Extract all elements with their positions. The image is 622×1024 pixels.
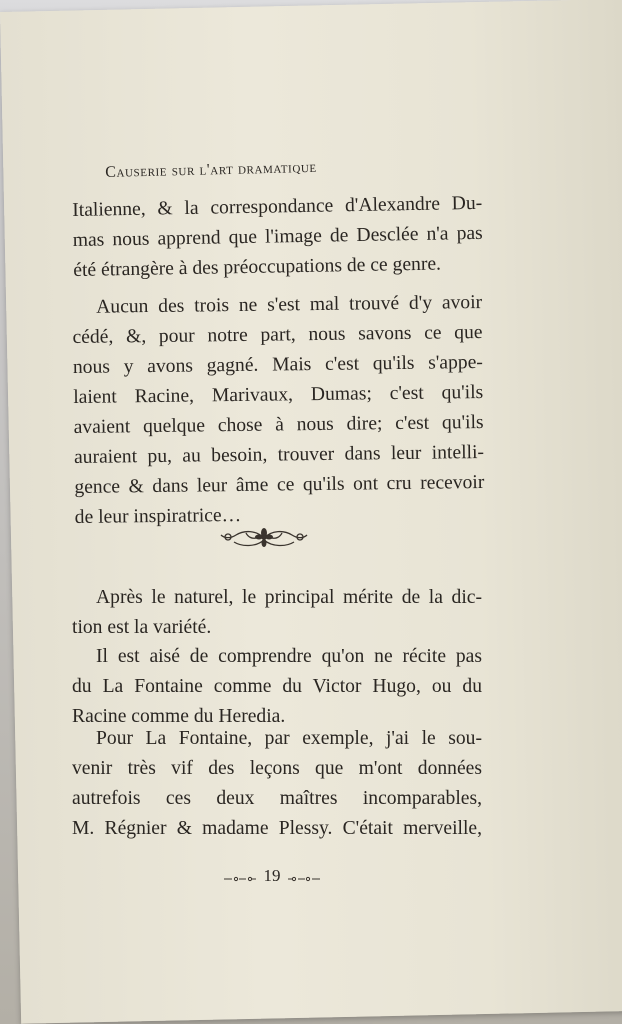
text-line: nous y avons gagné. Mais c'est qu'ils s'appe- <box>72 351 484 378</box>
paragraph-5 <box>72 724 482 844</box>
paragraph-1 <box>72 189 484 286</box>
running-head-smallcaps: auserie sur l'art dramatique <box>116 158 317 181</box>
text-line: été étrangère à des préoccupations de ce genre. <box>73 253 442 281</box>
text-line: du La Fontaine comme du Victor Hugo, ou du <box>72 676 482 697</box>
text-line: Il est aisé de comprendre qu'on ne récite pas <box>96 646 482 667</box>
text-line: mas nous apprend que l'image de Desclée n'a pas <box>72 222 483 251</box>
text-line: Italienne, & la correspondance d'Alexandre Du- <box>72 192 483 221</box>
folio-left-dash-icon <box>224 876 256 882</box>
text-line: tion est la variété. <box>72 617 212 638</box>
paragraph-2 <box>72 288 485 533</box>
text-line: Racine comme du Heredia. <box>72 706 286 727</box>
text-line: de leur inspiratrice… <box>74 504 242 528</box>
text-line: autrefois ces deux maîtres incomparables, <box>72 788 482 809</box>
text-line: Pour La Fontaine, par exemple, j'ai le sou- <box>96 728 482 749</box>
text-line: gence & dans leur âme ce qu'ils ont cru recevoir <box>74 471 485 498</box>
text-line: laient Racine, Marivaux, Dumas; c'est qu'ils <box>73 381 484 408</box>
folio-right-dash-icon <box>288 876 320 882</box>
text-line: M. Régnier & madame Plessy. C'était merveille, <box>72 818 482 839</box>
page-number-value: 19 <box>263 866 281 885</box>
text-line: avaient quelque chose à nous dire; c'est qu'ils <box>73 411 484 438</box>
page-number <box>224 866 320 890</box>
running-head <box>105 156 425 182</box>
text-line: auraient pu, au besoin, trouver dans leur intelli- <box>73 441 485 468</box>
text-line: Après le naturel, le principal mérite de la dic- <box>96 587 482 608</box>
text-line: cédé, &, pour notre part, nous savons ce que <box>72 321 483 348</box>
floral-fleuron-icon <box>218 521 310 555</box>
paragraph-3 <box>72 583 482 643</box>
paragraph-4 <box>72 642 482 732</box>
running-head-initial: C <box>105 163 117 181</box>
text-line: venir très vif des leçons que m'ont données <box>72 758 482 779</box>
text-line: Aucun des trois ne s'est mal trouvé d'y avoir <box>96 291 483 318</box>
